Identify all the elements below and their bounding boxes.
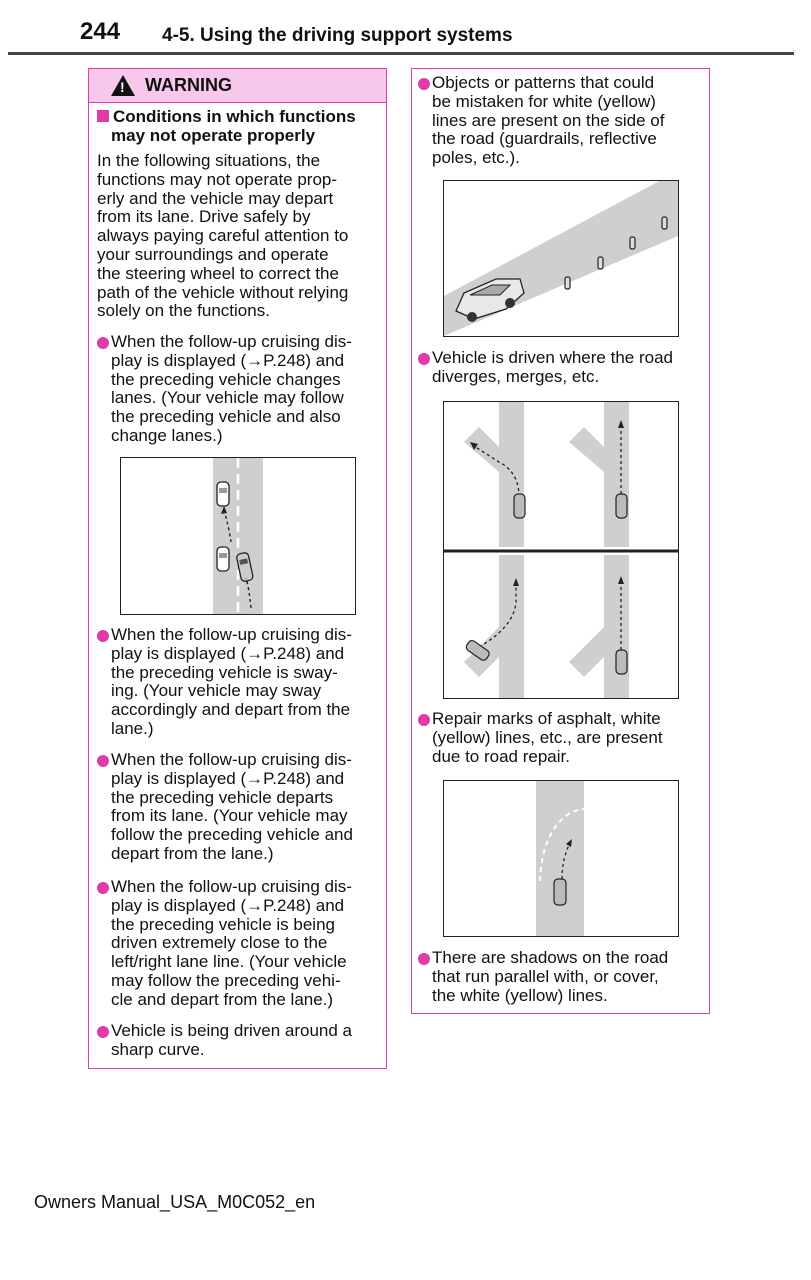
warning-subheading — [97, 107, 377, 145]
bullet-line: Vehicle is driven where the road — [432, 348, 673, 367]
diverge-merge-figure — [443, 401, 679, 699]
bullet-line: due to road repair. — [432, 746, 570, 766]
bullet-line: left/right lane line. (Your vehicle — [111, 952, 347, 972]
bullet-line: play is displayed (→P.248) and — [111, 643, 345, 663]
bullet-line: When the follow-up cruising dis- — [111, 877, 352, 896]
bullet-line: ing. (Your vehicle may sway — [111, 681, 322, 701]
lane-change-figure — [120, 457, 356, 615]
bullet-line: lanes. (Your vehicle may follow — [111, 388, 344, 408]
bullet-dot-icon — [97, 337, 109, 349]
bullet-line: the preceding vehicle is sway- — [111, 662, 338, 682]
bullet-line: Repair marks of asphalt, white — [432, 709, 661, 728]
bullet-line: follow the preceding vehicle and — [111, 825, 353, 845]
list-item — [97, 333, 391, 446]
bullet-line: from its lane. (Your vehicle may — [111, 806, 348, 826]
list-item — [418, 949, 716, 1005]
intro-line: erly and the vehicle may depart — [97, 188, 334, 208]
intro-line: your surroundings and operate — [97, 244, 329, 264]
bullet-line: poles, etc.). — [432, 148, 520, 168]
intro-paragraph — [97, 152, 382, 321]
list-item — [418, 710, 716, 766]
intro-line: the steering wheel to correct the — [97, 263, 339, 283]
bullet-line: may follow the preceding vehi- — [111, 970, 341, 990]
other-car-icon — [217, 547, 229, 571]
footer-text: Owners Manual_USA_M0C052_en — [34, 1192, 316, 1212]
bullet-dot-icon — [97, 882, 109, 894]
bullet-line: Vehicle is being driven around a — [111, 1021, 352, 1040]
bullet-dot-icon — [97, 630, 109, 642]
warning-label: WARNING — [145, 75, 232, 95]
bullet-line: be mistaken for white (yellow) — [432, 91, 656, 111]
bullet-line: change lanes.) — [111, 425, 223, 445]
car-icon — [616, 650, 627, 674]
bullet-line: There are shadows on the road — [432, 948, 669, 967]
section-title: 4-5. Using the driving support systems — [162, 25, 513, 46]
road-repair-figure — [443, 780, 679, 937]
intro-line: functions may not operate prop- — [97, 169, 338, 189]
bullet-line: driven extremely close to the — [111, 933, 328, 953]
list-item — [97, 626, 391, 739]
bullet-line: diverges, merges, etc. — [432, 366, 600, 386]
car-icon — [554, 879, 566, 905]
guardrail-figure — [443, 180, 679, 337]
bullet-line: the preceding vehicle is being — [111, 914, 335, 934]
warning-box-continued — [411, 68, 710, 1014]
bullet-dot-icon — [97, 1026, 109, 1038]
bullet-line: When the follow-up cruising dis- — [111, 625, 352, 644]
bullet-line: play is displayed (→P.248) and — [111, 350, 345, 370]
bullet-line: play is displayed (→P.248) and — [111, 768, 345, 788]
list-item — [97, 751, 391, 864]
bullet-line: When the follow-up cruising dis- — [111, 750, 352, 769]
list-item — [418, 349, 716, 387]
bullet-dot-icon — [418, 353, 430, 365]
subheading-line-1: Conditions in which functions — [113, 107, 356, 126]
list-item — [418, 74, 716, 168]
square-bullet-icon — [97, 110, 109, 122]
page-number: 244 — [80, 18, 121, 45]
bullet-dot-icon — [97, 755, 109, 767]
bullet-line: (yellow) lines, etc., are present — [432, 727, 663, 747]
intro-line: from its lane. Drive safely by — [97, 207, 311, 227]
bullet-line: depart from the lane.) — [111, 843, 274, 863]
bullet-line: the preceding vehicle changes — [111, 369, 341, 389]
bullet-line: lane.) — [111, 718, 154, 738]
intro-line: path of the vehicle without relying — [97, 282, 349, 302]
intro-line: In the following situations, the — [97, 151, 321, 170]
bullet-dot-icon — [418, 714, 430, 726]
bullet-line: that run parallel with, or cover, — [432, 966, 659, 986]
bullet-dot-icon — [418, 78, 430, 90]
preceding-car-icon — [217, 482, 229, 506]
car-icon — [514, 494, 525, 518]
subheading-line-2: may not operate properly — [111, 126, 316, 145]
list-item — [97, 878, 391, 1010]
car-icon — [616, 494, 627, 518]
bullet-line: play is displayed (→P.248) and — [111, 895, 345, 915]
bullet-line: When the follow-up cruising dis- — [111, 332, 352, 351]
bullet-line: the preceding vehicle departs — [111, 787, 334, 807]
header-rule — [8, 52, 794, 55]
bullet-dot-icon — [418, 953, 430, 965]
warning-box — [88, 68, 387, 1069]
bullet-line: accordingly and depart from the — [111, 700, 351, 720]
bullet-line: the road (guardrails, reflective — [432, 129, 657, 149]
list-item — [97, 1022, 391, 1060]
bullet-line: lines are present on the side of — [432, 110, 665, 130]
bullet-line: Objects or patterns that could — [432, 73, 655, 92]
bullet-line: the white (yellow) lines. — [432, 985, 608, 1005]
intro-line: always paying careful attention to — [97, 226, 349, 246]
warning-header — [89, 69, 386, 103]
bullet-line: the preceding vehicle and also — [111, 407, 341, 427]
warning-triangle-icon: ! — [111, 75, 135, 96]
bullet-line: cle and depart from the lane.) — [111, 989, 334, 1009]
bullet-line: sharp curve. — [111, 1039, 205, 1059]
intro-line: solely on the functions. — [97, 301, 270, 321]
